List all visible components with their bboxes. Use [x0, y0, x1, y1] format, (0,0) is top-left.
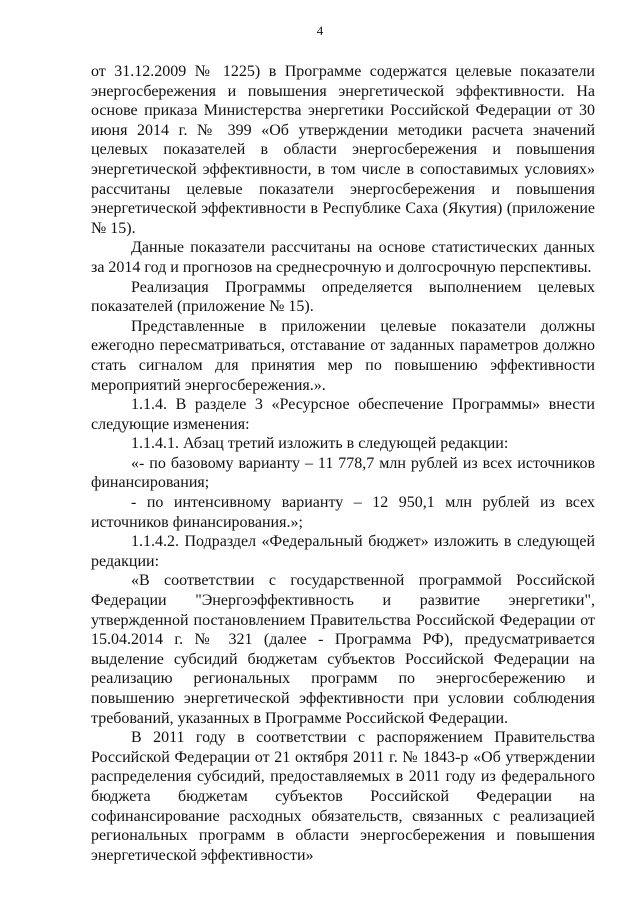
paragraph-6: 1.1.4.1. Абзац третий изложить в следующей редакции: [131, 435, 509, 453]
paragraph-3: Реализация Программы определяется выполнением целевых показателей (приложение № 15). [91, 278, 595, 316]
paragraph-4: Представленные в приложении целевые показатели должны ежегодно пересматриваться, отставание от заданных параметров должно стать сигналом для принятия мер по повышению эффективности мероприятий энергосбережения.». [91, 317, 595, 394]
paragraph-1: от 31.12.2009 № 1225) в Программе содержатся целевые показатели энергосбережения и повышения энергетической эффективности. На основе приказа Министерства энергетики Российской Федерации от 30 июня 2014 г. № 399 «Об утверждении методики расчета значений целевых показателей в области энергосбережения и повышения энергетической эффективности, в том числе в сопоставимых условиях» рассчитаны целевые показатели энергосбережения и повышения энергетической эффективности в Республике Саха (Якутия) (приложение № 15). [91, 63, 595, 237]
paragraph-11: В 2011 году в соответствии с распоряжением Правительства Российской Федерации от 21 октября 2011 г. № 1843-р «Об утверждении распределения субсидий, предоставляемых в 2011 году из федерального бюджета бюджетам субъектов Российской Федерации на софинансирование расходных обязательств, связанных с реализацией региональных программ в области энергосбережения и повышения энергетической эффективности» [91, 729, 595, 864]
paragraph-9: 1.1.4.2. Подраздел «Федеральный бюджет» изложить в следующей редакции: [91, 533, 595, 570]
paragraph-2: Данные показатели рассчитаны на основе статистических данных за 2014 год и прогнозов на среднесрочную и долгосрочную перспективы. [91, 239, 595, 276]
document-body [91, 62, 595, 865]
page-number: 4 [316, 23, 324, 38]
paragraph-5: 1.1.4. В разделе 3 «Ресурсное обеспечение Программы» внести следующие изменения: [91, 396, 595, 433]
paragraph-8: - по интенсивному варианту – 12 950,1 млн рублей из всех источников финансирования.»; [91, 494, 595, 531]
paragraph-10: «В соответствии с государственной программой Российской Федерации "Энергоэффективность и развитие энергетики", утвержденной постановлением Правительства Российской Федерации от 15.04.2014 г. № 321 (далее - Программа РФ), предусматривается выделение субсидий бюджетам субъектов Российской Федерации на реализацию региональных программ по энергосбережению и повышению энергетической эффективности при условии соблюдения требований, указанных в Программе Российской Федерации. [91, 572, 595, 727]
paragraph-7: «- по базовому варианту – 11 778,7 млн рублей из всех источников финансирования; [91, 454, 595, 492]
